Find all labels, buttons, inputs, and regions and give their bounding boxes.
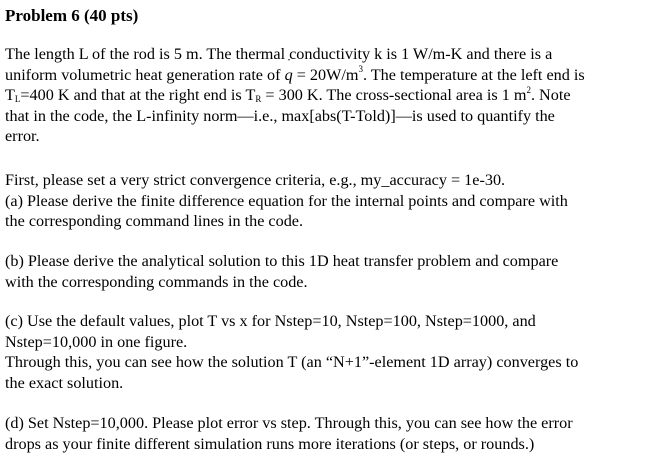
intro-line-2-text: uniform volumetric heat generation rate of — [5, 65, 281, 84]
right-subscript: R — [255, 94, 262, 104]
left-temp-text: =400 K and that at the right end is T — [20, 86, 256, 104]
square-exponent: 2 — [526, 84, 531, 95]
heat-generation-value: = 20W/m — [292, 65, 359, 84]
cubic-exponent: 3 — [358, 64, 363, 75]
part-d-line-2: drops as your finite different simulation runs more iterations (or steps, or rounds.) — [5, 434, 535, 453]
part-d-line-1: (d) Set Nstep=10,000. Please plot error vs step. Through this, you can see how the error — [5, 414, 573, 432]
part-a-line-3: the corresponding command lines in the code. — [5, 212, 304, 230]
intro-line-3 — [5, 85, 643, 106]
part-c-line-1: (c) Use the default values, plot T vs x for Nstep=10, Nstep=100, Nstep=1000, and — [5, 312, 536, 330]
left-temp-symbol: T — [5, 86, 15, 104]
right-temp-text: = 300 K. The cross-sectional area is 1 m — [261, 86, 527, 104]
part-a-paragraph — [5, 170, 643, 232]
intro-line-3-tail: . Note — [530, 86, 571, 104]
part-c-line-2: Nstep=10,000 in one figure. — [5, 332, 188, 351]
part-c-paragraph — [5, 311, 643, 393]
intro-line-2-tail: . The temperature at the left end is — [362, 65, 585, 84]
intro-line-4: that in the code, the L-infinity norm—i.e., max[abs(T-Told)]—is used to quantify the — [5, 106, 555, 125]
intro-paragraph — [5, 44, 643, 147]
intro-line-1: The length L of the rod is 5 m. The thermal conductivity k is 1 W/m-K and there is a — [5, 45, 553, 63]
part-a-line-2: (a) Please derive the finite difference equation for the internal points and compare with — [5, 191, 568, 210]
left-subscript: L — [14, 94, 21, 104]
part-b-line-2: with the corresponding commands in the code. — [5, 272, 308, 291]
part-b-paragraph — [5, 251, 643, 292]
intro-line-2 — [5, 65, 643, 86]
part-a-line-1: First, please set a very strict convergence criteria, e.g., my_accuracy = 1e-30. — [5, 171, 506, 189]
part-d-paragraph — [5, 413, 643, 454]
part-b-line-1: (b) Please derive the analytical solution to this 1D heat transfer problem and compare — [5, 252, 559, 270]
part-c-line-4: the exact solution. — [5, 373, 124, 392]
intro-line-5: error. — [5, 127, 40, 145]
heat-generation-symbol: ˙ q — [285, 65, 293, 86]
part-c-line-3: Through this, you can see how the solution T (an “N+1”-element 1D array) converges to — [5, 353, 579, 371]
problem-title: Problem 6 (40 pts) — [5, 6, 139, 25]
